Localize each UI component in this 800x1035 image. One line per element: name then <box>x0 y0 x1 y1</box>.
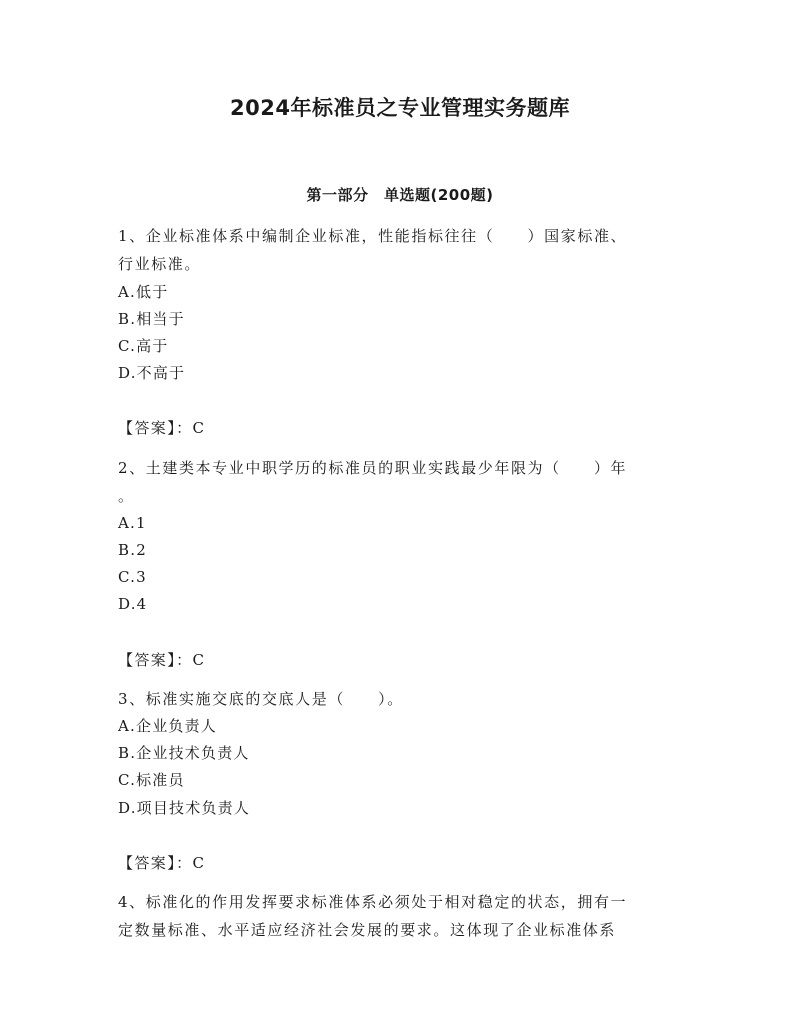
document-title: 2024年标准员之专业管理实务题库 <box>230 96 570 120</box>
question-3-stem-line-1: 3、标准实施交底的交底人是（ ）。 <box>118 690 404 708</box>
question-3-answer: 【答案】：C <box>118 854 206 872</box>
question-2-option-b: B.2 <box>118 541 147 559</box>
question-3-option-c: C.标准员 <box>118 771 185 789</box>
question-2-stem-line-1: 2、土建类本专业中职学历的标准员的职业实践最少年限为（ ）年 <box>118 459 628 477</box>
question-2-option-d: D.4 <box>118 595 148 613</box>
question-1-option-d: D.不高于 <box>118 364 186 382</box>
question-2-answer: 【答案】：C <box>118 651 206 669</box>
question-1-answer: 【答案】：C <box>118 419 206 437</box>
question-3-option-b: B.企业技术负责人 <box>118 744 250 762</box>
question-2-option-a: A.1 <box>118 514 147 532</box>
question-1-option-b: B.相当于 <box>118 310 185 328</box>
question-2-option-c: C.3 <box>118 568 147 586</box>
question-1-option-a: A.低于 <box>118 283 169 301</box>
question-3-option-a: A.企业负责人 <box>118 717 218 735</box>
question-1-option-c: C.高于 <box>118 337 169 355</box>
question-3-option-d: D.项目技术负责人 <box>118 799 251 817</box>
question-1-stem-line-2: 行业标准。 <box>118 255 202 273</box>
question-2-stem-line-2: 。 <box>118 487 135 505</box>
section-heading: 第一部分 单选题(200题) <box>306 186 494 204</box>
question-4-stem-line-1: 4、标准化的作用发挥要求标准体系必须处于相对稳定的状态，拥有一 <box>118 893 628 911</box>
question-4-stem-line-2: 定数量标准、水平适应经济社会发展的要求。这体现了企业标准体系 <box>118 921 617 939</box>
question-1-stem-line-1: 1、企业标准体系中编制企业标准，性能指标往往（ ）国家标准、 <box>118 227 628 245</box>
